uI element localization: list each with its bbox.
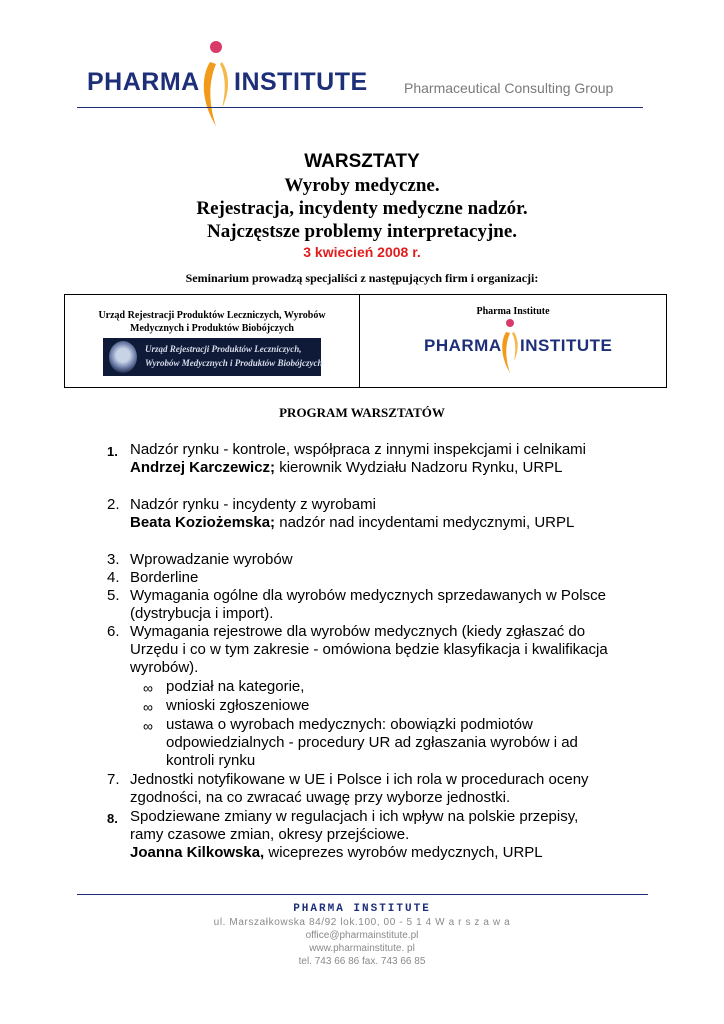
header-divider xyxy=(77,107,643,108)
program-title: PROGRAM WARSZTATÓW xyxy=(279,405,445,420)
pharma-institute-name: Pharma Institute xyxy=(476,306,550,317)
speaker-name: Beata Koziożemska; xyxy=(130,514,276,531)
speaker-role: kierownik Wydziału Nadzoru Rynku, URPL xyxy=(275,459,563,476)
item-text: Nadzór rynku - incydenty z wyrobami xyxy=(130,496,376,513)
infinity-bullet-icon: ∞ xyxy=(143,718,153,734)
item-text-line-1: Wymagania rejestrowe dla wyrobów medycznych (kiedy zgłaszać do xyxy=(130,623,586,640)
subtitle-line-2: Rejestracja, incydenty medyczne nadzór. xyxy=(196,198,528,219)
sub-item-text: wnioski zgłoszeniowe xyxy=(166,697,310,714)
item-speaker-line xyxy=(130,844,543,862)
urpl-emblem-icon xyxy=(109,341,137,373)
urpl-name-line-2: Medycznych i Produktów Biobójczych xyxy=(130,323,294,334)
organizers-intro: Seminarium prowadzą specjaliści z następujących firm i organizacji: xyxy=(185,271,539,285)
item-speaker-line xyxy=(130,514,574,532)
urpl-logo-line-1: Urząd Rejestracji Produktów Leczniczych, xyxy=(145,344,302,354)
item-text-line-1: Jednostki notyfikowane w UE i Polsce i ich rola w procedurach oceny xyxy=(130,771,589,788)
item-text-line-3: wyrobów). xyxy=(130,659,199,676)
sub-item-text: podział na kategorie, xyxy=(166,678,305,695)
footer-divider xyxy=(77,894,648,895)
company-tagline: Pharmaceutical Consulting Group xyxy=(404,80,614,96)
speaker-role: wiceprezes wyrobów medycznych, URPL xyxy=(264,844,543,861)
item-text: Nadzór rynku - kontrole, współpraca z innymi inspekcjami i celnikami xyxy=(130,441,586,458)
document-title: WARSZTATY xyxy=(304,151,420,172)
item-number: 8. xyxy=(107,811,118,826)
footer-phone: tel. 743 66 86 fax. 743 66 85 xyxy=(298,956,426,967)
item-number: 5. xyxy=(107,587,120,604)
item-text-line-1: Wymagania ogólne dla wyrobów medycznych sprzedawanych w Polsce xyxy=(130,587,606,604)
footer-company-name: PHARMA INSTITUTE xyxy=(293,903,431,915)
event-date: 3 kwiecień 2008 r. xyxy=(303,244,421,260)
footer-email: office@pharmainstitute.pl xyxy=(305,930,419,941)
small-logo-word-institute: INSTITUTE xyxy=(520,336,613,355)
urpl-name xyxy=(68,309,356,335)
item-text-line-2: zgodności, na co zwracać uwagę przy wyborze jednostki. xyxy=(130,789,511,806)
infinity-bullet-icon: ∞ xyxy=(143,680,153,696)
item-text-line-1: Spodziewane zmiany w regulacjach i ich wpływ na polskie przepisy, xyxy=(130,808,579,825)
item-text: Borderline xyxy=(130,569,199,586)
subtitle-line-1: Wyroby medyczne. xyxy=(284,175,440,196)
item-speaker-line xyxy=(130,459,563,477)
item-text-line-2: Urzędu i co w tym zakresie - omówiona będzie klasyfikacja i kwalifikacja xyxy=(130,641,608,658)
footer-address: ul. Marszałkowska 84/92 lok.100, 00 - 5 1 4 W a r s z a w a xyxy=(213,917,511,928)
item-text-line-2: (dystrybucja i import). xyxy=(130,605,274,622)
item-number: 3. xyxy=(107,551,120,568)
logo-word-institute: INSTITUTE xyxy=(234,68,368,96)
sub-item-text-line-2: odpowiedzialnych - procedury UR ad zgłaszania wyrobów i ad xyxy=(166,734,578,751)
item-number: 4. xyxy=(107,569,120,586)
speaker-name: Joanna Kilkowska, xyxy=(130,844,265,861)
sub-item-text-line-3: kontroli rynku xyxy=(166,752,256,769)
speaker-role: nadzór nad incydentami medycznymi, URPL xyxy=(275,514,575,531)
item-number: 7. xyxy=(107,771,120,788)
item-number: 6. xyxy=(107,623,120,640)
item-text-line-2: ramy czasowe zmian, okresy przejściowe. xyxy=(130,826,410,843)
urpl-logo xyxy=(103,338,321,376)
item-number: 2. xyxy=(107,496,120,513)
urpl-logo-line-2: Wyrobów Medycznych i Produktów Biobójczych xyxy=(145,358,323,368)
speaker-name: Andrzej Karczewicz; xyxy=(130,459,276,476)
item-text: Wprowadzanie wyrobów xyxy=(130,551,293,568)
small-logo-word-pharma: PHARMA xyxy=(424,336,502,355)
footer-website: www.pharmainstitute. pl xyxy=(309,943,415,954)
item-number: 1. xyxy=(107,444,118,459)
subtitle-line-3: Najczęstsze problemy interpretacyjne. xyxy=(206,221,518,242)
sub-item-text-line-1: ustawa o wyrobach medycznych: obowiązki podmiotów xyxy=(166,716,533,733)
infinity-bullet-icon: ∞ xyxy=(143,699,153,715)
logo-word-pharma: PHARMA xyxy=(87,68,200,96)
urpl-name-line-1: Urząd Rejestracji Produktów Leczniczych, Wyrobów xyxy=(98,310,326,321)
